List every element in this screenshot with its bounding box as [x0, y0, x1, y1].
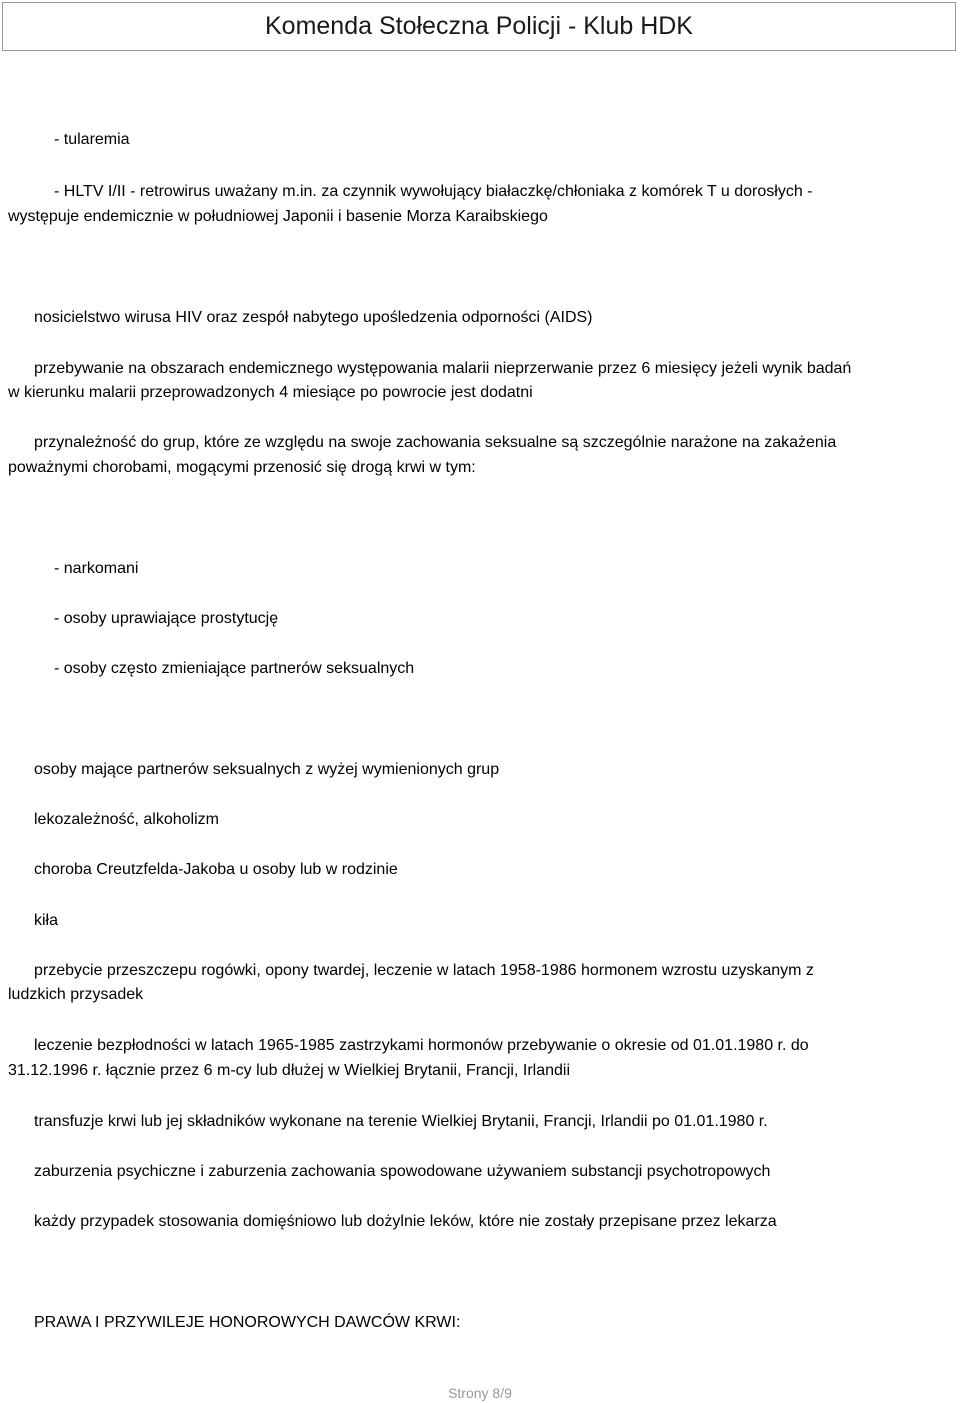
list-item-hltv-line1: - HLTV I/II - retrowirus uważany m.in. za czynnik wywołujący białaczkę/chłoniaka z komórek T u dorosłych - — [54, 183, 813, 200]
paragraph-transplant-line2: ludzkich przysadek — [8, 986, 144, 1003]
list-item-tularemia: - tularemia — [54, 131, 130, 148]
list-item-prostytucja: - osoby uprawiające prostytucję — [54, 610, 279, 627]
header-title: Komenda Stołeczna Policji - Klub HDK — [265, 12, 693, 40]
list-item-partnerzy: - osoby często zmieniające partnerów seksualnych — [54, 660, 415, 677]
paragraph-malaria-line2: w kierunku malarii przeprowadzonych 4 miesiące po powrocie jest dodatni — [8, 384, 533, 401]
paragraph-addiction: lekozależność, alkoholizm — [34, 811, 219, 828]
list-item-narkomani: - narkomani — [54, 560, 139, 577]
paragraph-risk-groups-line1: przynależność do grup, które ze względu na swoje zachowania seksualne są szczególnie narażone na zakażenia — [34, 434, 837, 451]
paragraph-psychiatric: zaburzenia psychiczne i zaburzenia zachowania spowodowane używaniem substancji psychotropowych — [34, 1163, 771, 1180]
list-item-hltv-line2: występuje endemicznie w południowej Japonii i basenie Morza Karaibskiego — [8, 208, 548, 225]
paragraph-cjd: choroba Creutzfelda-Jakoba u osoby lub w rodzinie — [34, 861, 398, 878]
paragraph-malaria-line1: przebywanie na obszarach endemicznego występowania malarii nieprzerwanie przez 6 miesięcy jeżeli wynik badań — [34, 360, 852, 377]
paragraph-kila: kiła — [34, 912, 59, 929]
paragraph-hiv: nosicielstwo wirusa HIV oraz zespół nabytego upośledzenia odporności (AIDS) — [34, 309, 593, 326]
paragraph-transfusions: transfuzje krwi lub jej składników wykonane na terenie Wielkiej Brytanii, Francji, Irlandii po 01.01.1980 r. — [34, 1113, 768, 1130]
paragraph-infertility-line1: leczenie bezpłodności w latach 1965-1985 zastrzykami hormonów przebywanie o okresie od 01.01.1980 r. do — [34, 1037, 809, 1054]
paragraph-risk-groups-line2: poważnymi chorobami, mogącymi przenosić się drogą krwi w tym: — [8, 459, 476, 476]
section-heading-rights: PRAWA I PRZYWILEJE HONOROWYCH DAWCÓW KRWI: — [34, 1314, 461, 1331]
paragraph-transplant-line1: przebycie przeszczepu rogówki, opony twardej, leczenie w latach 1958-1986 hormonem wzrostu uzyskanym z — [34, 962, 814, 979]
page-header — [2, 2, 956, 51]
page-number: Strony 8/9 — [448, 1385, 512, 1401]
paragraph-drugs: każdy przypadek stosowania domięśniowo lub dożylnie leków, które nie zostały przepisane przez lekarza — [34, 1213, 777, 1230]
paragraph-partners-of-groups: osoby mające partnerów seksualnych z wyżej wymienionych grup — [34, 761, 500, 778]
paragraph-infertility-line2: 31.12.1996 r. łącznie przez 6 m-cy lub dłużej w Wielkiej Brytanii, Francji, Irlandii — [8, 1062, 571, 1079]
